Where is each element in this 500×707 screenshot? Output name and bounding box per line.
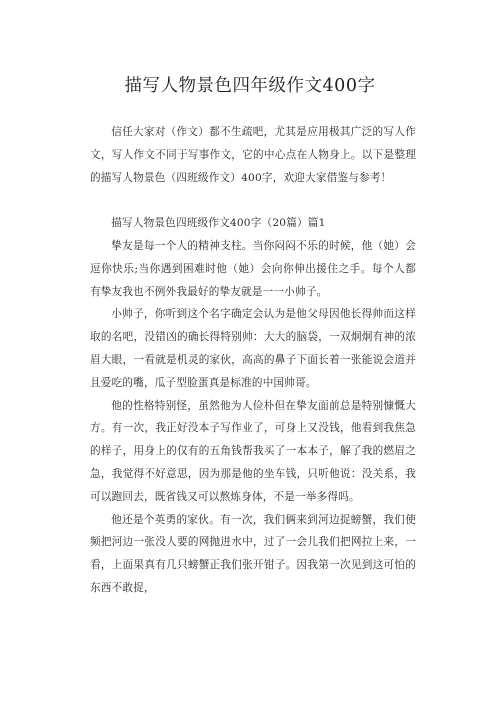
body-paragraph: 挚友是每一个人的精神支柱。当你闷闷不乐的时候，他（她）会逗你快乐;当你遇到困难时他（她）会向你伸出援住之手。每个人都有挚友我也不例外我最好的挚友就是一一小帅子。 xyxy=(90,239,416,298)
page-title: 描写人物景色四年级作文400字 xyxy=(124,76,376,96)
body-paragraph: 他还是个英勇的家伙。有一次，我们俩来到河边捉螃蟹，我们使频把河边一张没人要的网抛进水中，过了一会儿我们把网拉上来，一看，上面果真有几只螃蟹正我们张开钳子。因我第一次见到这可怕的东西不敢捉， xyxy=(90,513,416,594)
body-paragraph: 小帅子，你听到这个名字确定会认为是他父母因他长得帅而这样取的名吧，没错凶的确长得特别帅：大大的脑袋，一双炯炯有神的浓眉大眼，一看就是机灵的家伙，高高的鼻子下面长着一张能说会道并且爱吃的嘴，瓜子型脸蛋真是标准的中国帅哥。 xyxy=(90,308,416,389)
document-body xyxy=(90,121,416,600)
body-paragraph: 他的性格特别怪，虽然他为人俭朴但在挚友面前总是特别慷慨大方。有一次，我正好没本子写作业了，可身上又没钱，他看到我焦急的样子，用身上的仅有的五角钱帮我买了一本本子，解了我的燃眉之急，我觉得不好意思，因为那是他的坐车钱，只听他说：没关系，我可以跑回去，既省钱又可以熬炼身体，不是一举多得吗。 xyxy=(90,399,416,503)
section-heading: 描写人物景色四班级作文400字（20篇）篇1 xyxy=(111,217,326,230)
intro-paragraph: 信任大家对（作文）都不生疏吧，尤其是应用极其广泛的写人作文，写人作文不同于写事作文，它的中心点在人物身上。以下是整理的描写人物景色（四班级作文）400字，欢迎大家借鉴与参考！ xyxy=(90,126,416,184)
